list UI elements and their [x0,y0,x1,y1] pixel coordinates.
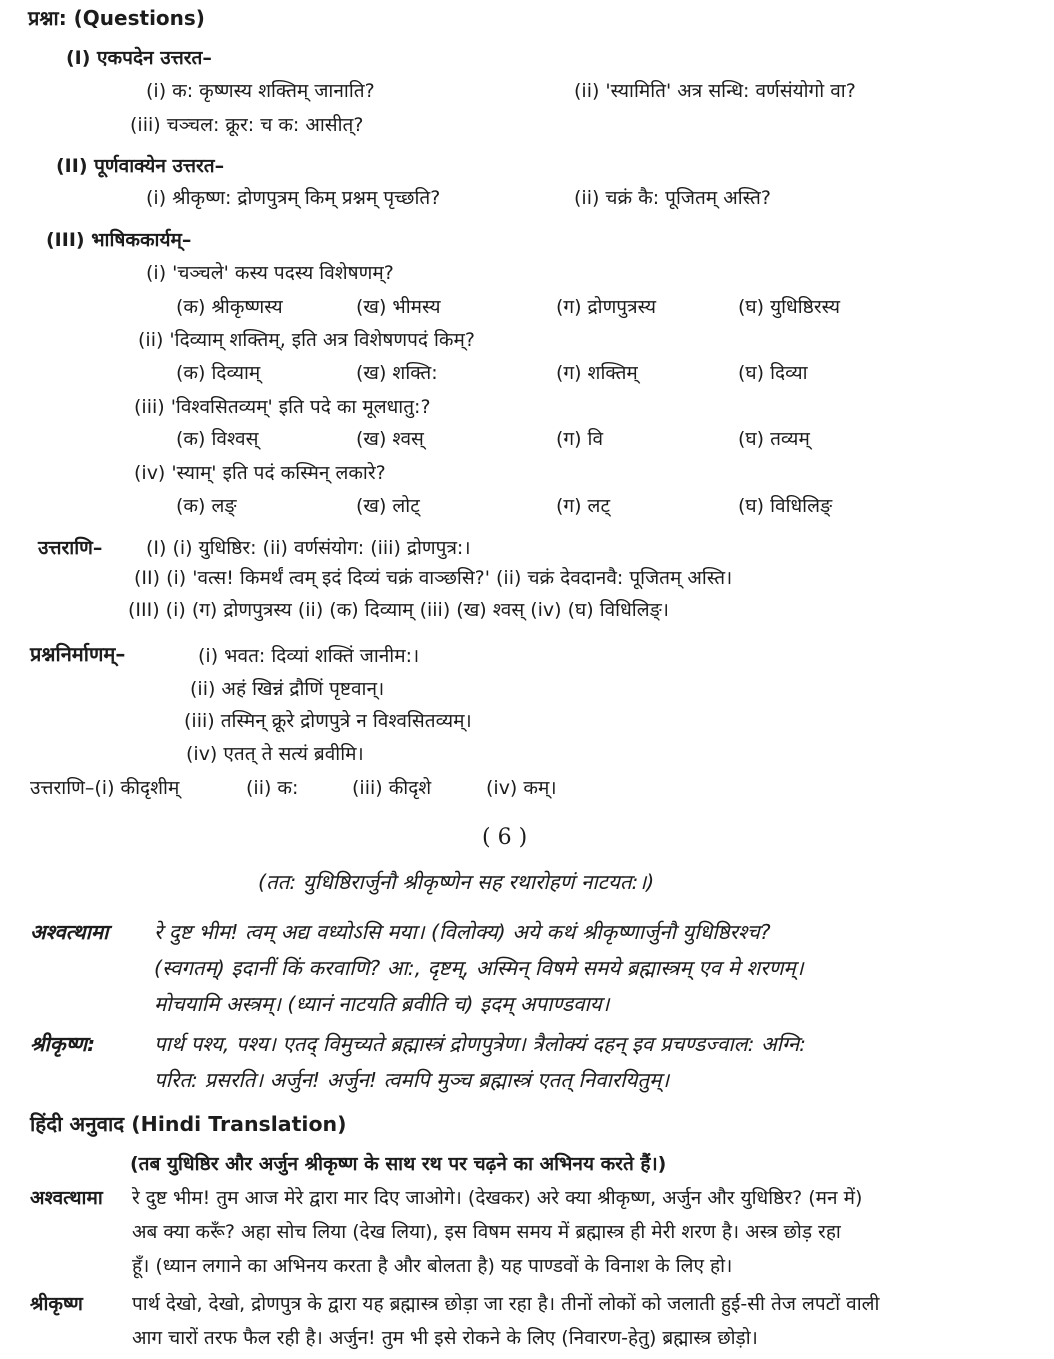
question-making-item-4: (iv) एतत् ते सत्यं ब्रवीमि। [186,743,364,765]
mcq-3-option-b: (ख) श्वस् [356,428,424,450]
question-making-answer-2: (ii) क: [246,777,299,799]
mcq-4-option-a: (क) लङ् [176,495,237,517]
hindi-stage-direction: (तब युधिष्ठिर और अर्जुन श्रीकृष्ण के साथ रथ पर चढ़ने का अभिनय करते हैं।) [130,1153,667,1175]
mcq-4-option-d: (घ) विधिलिङ् [738,495,833,517]
mcq-4-option-b: (ख) लोट् [356,495,420,517]
questions-heading: प्रश्ना: (Questions) [28,6,205,30]
hindi-ashvatthama-line-3: हूँ। (ध्यान लगाने का अभिनय करता है और बोलता है) यह पाण्डवों के विनाश के लिए हो। [132,1255,733,1277]
ashvatthama-sanskrit-line-1: रे दुष्ट भीम! त्वम् अद्य वध्योऽसि मया। (विलोक्य) अये कथं श्रीकृष्णार्जुनौ युधिष्ठिरश्च? [154,920,771,944]
hindi-speaker-shrikrishna: श्रीकृष्ण [30,1293,83,1315]
scene-stage-direction: (तत: युधिष्ठिरार्जुनौ श्रीकृष्णेन सह रथारोहणं नाटयत:।) [258,870,655,894]
answers-line-2: (II) (i) 'वत्स! किमर्थं त्वम् इदं दिव्यं चक्रं वाञ्छसि?' (ii) चक्रं देवदानवै: पूजितम् अस्ति। [134,567,733,589]
mcq-1-option-b: (ख) भीमस्य [356,296,441,318]
mcq-2-option-a: (क) दिव्याम् [176,362,261,384]
section-1-q2: (ii) 'स्यामिति' अत्र सन्धि: वर्णसंयोगो वा? [574,80,856,102]
answers-line-1: (I) (i) युधिष्ठिर: (ii) वर्णसंयोग: (iii) द्रोणपुत्र:। [146,537,471,559]
section-1-q3: (iii) चञ्चल: क्रूर: च क: आसीत्? [130,114,364,136]
question-making-answer-3: (iii) कीदृशे [352,777,432,799]
question-making-item-1: (i) भवत: दिव्यां शक्तिं जानीम:। [198,645,420,667]
hindi-ashvatthama-line-1: रे दुष्ट भीम! तुम आज मेरे द्वारा मार दिए जाओगे। (देखकर) अरे क्या श्रीकृष्ण, अर्जुन और युधिष्ठिर? (मन में) [132,1187,863,1209]
mcq-1-option-c: (ग) द्रोणपुत्रस्य [556,296,657,318]
section-3-title: (III) भाषिककार्यम्– [46,229,192,251]
question-making-answer-1: उत्तराणि–(i) कीदृशीम् [30,777,180,799]
hindi-ashvatthama-line-2: अब क्या करूँ? अहा सोच लिया (देख लिया), इस विषम समय में ब्रह्मास्त्र ही मेरी शरण है। अस्त्र छोड़ रहा [132,1221,841,1243]
mcq-3-option-a: (क) विश्वस् [176,428,259,450]
answers-line-3: (III) (i) (ग) द्रोणपुत्रस्य (ii) (क) दिव्याम् (iii) (ख) श्वस् (iv) (घ) विधिलिङ्। [128,599,669,621]
scene-number: ( 6 ) [482,825,528,850]
section-2-q1: (i) श्रीकृष्ण: द्रोणपुत्रम् किम् प्रश्नम् पृच्छति? [146,187,441,209]
hindi-shrikrishna-line-2: आग चारों तरफ फैल रही है। अर्जुन! तुम भी इसे रोकने के लिए (निवारण-हेतु) ब्रह्मास्त्र छोड़ो। [132,1327,758,1349]
hindi-shrikrishna-line-1: पार्थ देखो, देखो, द्रोणपुत्र के द्वारा यह ब्रह्मास्त्र छोड़ा जा रहा है। तीनों लोकों को जलाती हुई-सी तेज लपटों वाली [132,1293,880,1315]
mcq-2-option-d: (घ) दिव्या [738,362,808,384]
question-making-item-2: (ii) अहं खिन्नं द्रौणिं पृष्टवान्। [190,678,385,700]
mcq-question-4: (iv) 'स्याम्' इति पदं कस्मिन् लकारे? [134,462,386,484]
question-making-item-3: (iii) तस्मिन् क्रूरे द्रोणपुत्रे न विश्वसितव्यम्। [184,710,472,732]
shrikrishna-sanskrit-line-1: पार्थ पश्य, पश्य। एतद् विमुच्यते ब्रह्मास्त्रं द्रोणपुत्रेण। त्रैलोक्यं दहन् इव प्रचण्डज्वाल: अग्नि: [154,1032,807,1056]
shrikrishna-sanskrit-line-2: परित: प्रसरति। अर्जुन! अर्जुन! त्वमपि मुञ्च ब्रह्मास्त्रं एतत् निवारयितुम्। [154,1068,670,1092]
hindi-translation-heading: हिंदी अनुवाद (Hindi Translation) [30,1112,347,1136]
ashvatthama-sanskrit-line-2: (स्वगतम्) इदानीं किं करवाणि? आ:, दृष्टम्, अस्मिन् विषमे समये ब्रह्मास्त्रम् एव मे शरणम्। [154,956,804,980]
answers-label: उत्तराणि– [38,537,103,559]
mcq-1-option-d: (घ) युधिष्ठिरस्य [738,296,841,318]
mcq-1-option-a: (क) श्रीकृष्णस्य [176,296,283,318]
question-making-label: प्रश्ननिर्माणम्– [30,642,126,666]
mcq-question-3: (iii) 'विश्वसितव्यम्' इति पदे का मूलधातु:? [134,396,431,418]
mcq-3-option-d: (घ) तव्यम् [738,428,810,450]
mcq-question-1: (i) 'चञ्चले' कस्य पदस्य विशेषणम्? [146,262,394,284]
ashvatthama-sanskrit-line-3: मोचयामि अस्त्रम्। (ध्यानं नाटयति ब्रवीति च) इदम् अपाण्डवाय। [154,992,610,1016]
mcq-4-option-c: (ग) लट् [556,495,611,517]
hindi-speaker-ashvatthama: अश्वत्थामा [30,1187,103,1209]
section-2-q2: (ii) चक्रं कै: पूजितम् अस्ति? [574,187,771,209]
mcq-2-option-c: (ग) शक्तिम् [556,362,638,384]
section-1-q1: (i) क: कृष्णस्य शक्तिम् जानाति? [146,80,375,102]
question-making-answer-4: (iv) कम्। [486,777,557,799]
section-1-title: (I) एकपदेन उत्तरत– [66,47,212,69]
speaker-shrikrishna: श्रीकृष्ण: [30,1032,96,1056]
mcq-2-option-b: (ख) शक्ति: [356,362,438,384]
section-2-title: (II) पूर्णवाक्येन उत्तरत– [56,155,225,177]
speaker-ashvatthama: अश्वत्थामा [30,920,109,944]
mcq-3-option-c: (ग) वि [556,428,604,450]
mcq-question-2: (ii) 'दिव्याम् शक्तिम्, इति अत्र विशेषणपदं किम्? [138,329,475,351]
